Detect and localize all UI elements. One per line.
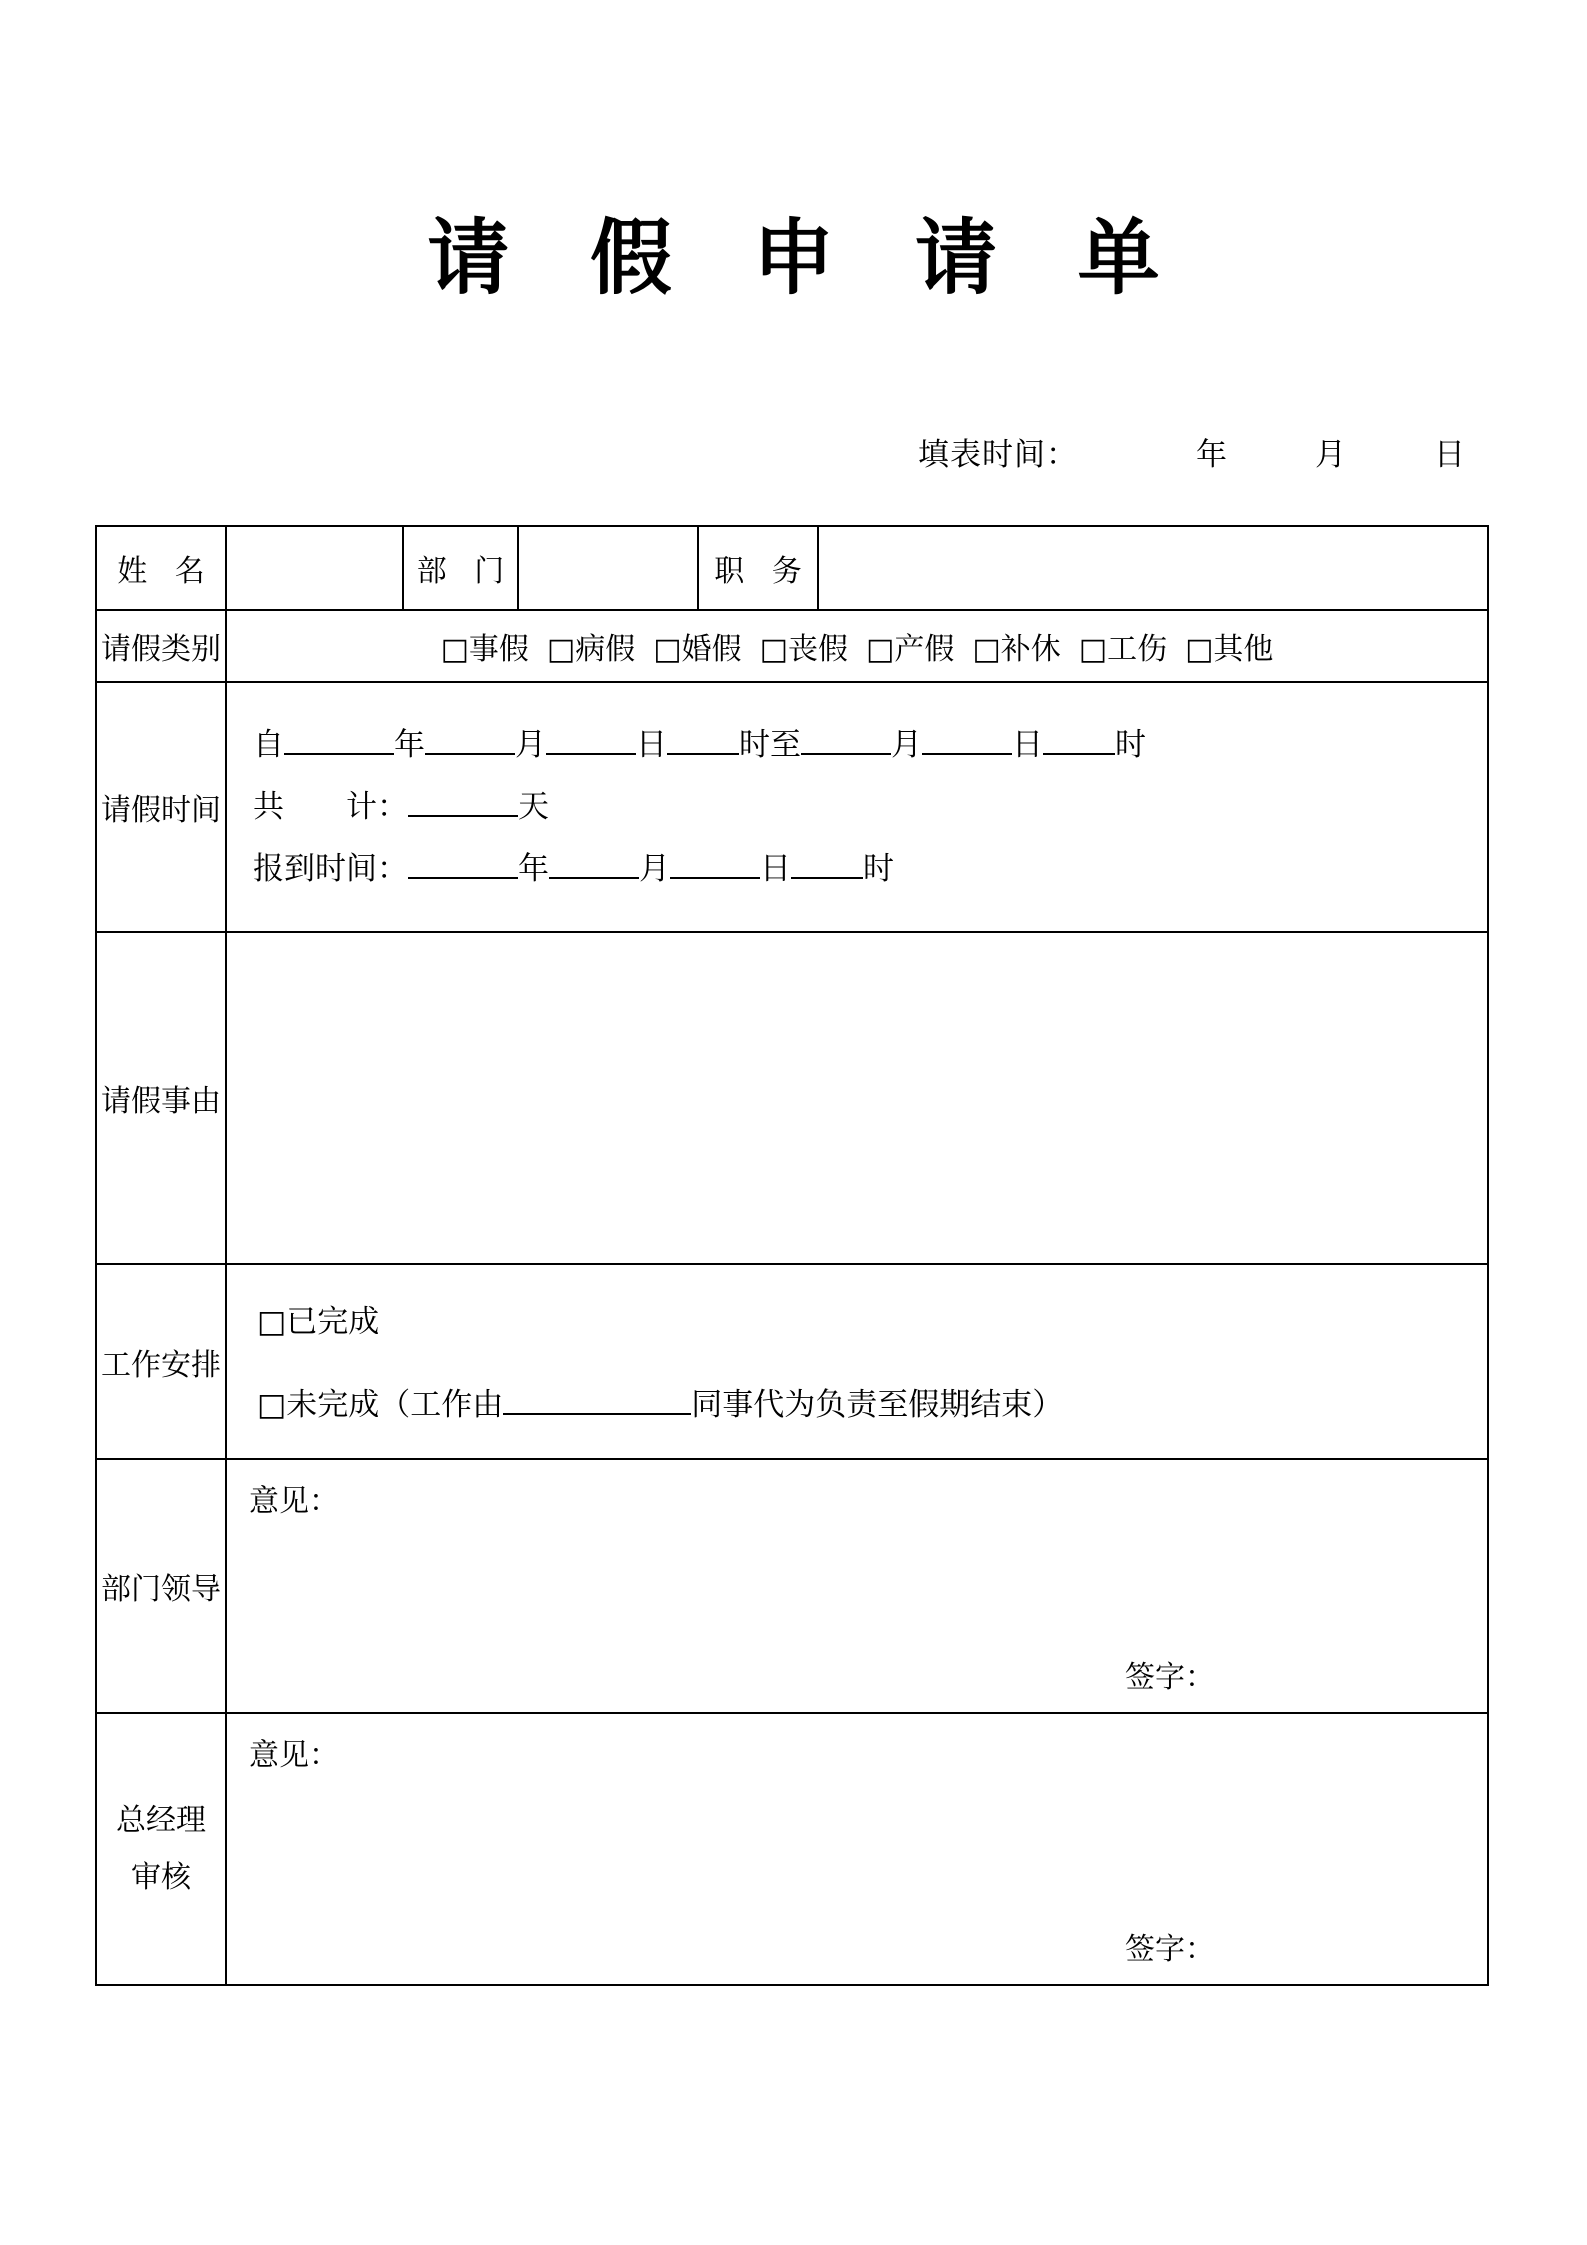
fill-date-year-unit: 年 (1196, 437, 1227, 473)
leave-time-from-hour-unit: 时 (739, 726, 770, 763)
table-row-basic-info (96, 526, 1488, 610)
checkbox-option-maternity-leave[interactable]: □产假 (866, 632, 955, 667)
work-arrangement-label: 工作安排 (96, 1264, 226, 1459)
report-time-year-unit: 年 (518, 850, 549, 887)
fill-date-line (95, 437, 1487, 473)
table-row-leave-category (96, 610, 1488, 682)
leave-time-to-hour-unit: 时 (1115, 726, 1146, 763)
total-days-unit: 天 (518, 788, 549, 825)
leave-time-from-label: 自 (253, 726, 284, 763)
general-manager-content-cell (226, 1713, 1488, 1985)
leave-time-from-day-blank[interactable] (546, 753, 636, 755)
leave-reason-input-area[interactable] (226, 932, 1488, 1264)
general-manager-label-line1: 总经理 (116, 1803, 206, 1838)
department-leader-signature-label[interactable]: 签字： (1125, 1660, 1215, 1695)
checkbox-option-personal-leave[interactable]: □事假 (440, 632, 529, 667)
table-row-general-manager-review (96, 1713, 1488, 1985)
leave-time-from-year-blank[interactable] (284, 753, 394, 755)
leave-time-from-day-unit: 日 (636, 726, 667, 763)
work-not-completed-prefix: □未完成（工作由 (257, 1386, 504, 1423)
checkbox-option-bereavement-leave[interactable]: □丧假 (759, 632, 848, 667)
general-manager-label-cell (96, 1713, 226, 1985)
leave-time-to-day-unit: 日 (1012, 726, 1043, 763)
department-leader-opinion-box (227, 1460, 1487, 1712)
checkbox-option-sick-leave[interactable]: □病假 (546, 632, 636, 667)
leave-category-label: 请假类别 (96, 610, 226, 682)
report-time-label: 报到时间： (253, 850, 408, 887)
leave-time-from-month-unit: 月 (515, 726, 546, 763)
report-time-line (253, 850, 1487, 887)
leave-reason-label: 请假事由 (96, 932, 226, 1264)
table-row-department-leader (96, 1459, 1488, 1713)
leave-time-fields (227, 716, 1487, 899)
leave-time-to-label: 至 (770, 726, 801, 763)
leave-time-from-year-unit: 年 (394, 726, 425, 763)
checkbox-option-work-not-completed[interactable] (257, 1386, 1487, 1423)
table-row-leave-reason (96, 932, 1488, 1264)
report-time-month-unit: 月 (639, 850, 670, 887)
report-time-hour-blank[interactable] (791, 877, 863, 879)
table-row-work-arrangement (96, 1264, 1488, 1459)
department-label: 部 门 (403, 526, 518, 610)
total-days-blank[interactable] (408, 815, 518, 817)
report-time-year-blank[interactable] (408, 877, 518, 879)
leave-category-option-list (227, 624, 1487, 668)
leave-category-options-cell (226, 610, 1488, 682)
leave-time-to-day-blank[interactable] (922, 753, 1012, 755)
total-days-label: 共 (253, 788, 284, 825)
fill-date-label: 填表时间： (918, 437, 1078, 473)
leave-time-content-cell (226, 682, 1488, 932)
report-time-hour-unit: 时 (863, 850, 894, 887)
leave-time-total-line (253, 788, 1487, 825)
checkbox-option-marriage-leave[interactable]: □婚假 (653, 632, 742, 667)
name-label: 姓 名 (96, 526, 226, 610)
leave-time-from-month-blank[interactable] (425, 753, 515, 755)
report-time-month-blank[interactable] (549, 877, 639, 879)
checkbox-option-compensatory-leave[interactable]: □补休 (972, 632, 1061, 667)
work-handover-colleague-blank[interactable] (503, 1413, 691, 1415)
leave-time-range-line (253, 726, 1487, 763)
department-leader-label: 部门领导 (96, 1459, 226, 1713)
fill-date-month-unit: 月 (1315, 437, 1346, 473)
general-manager-opinion-box (227, 1714, 1487, 1984)
work-arrangement-content-cell (226, 1264, 1488, 1459)
total-days-label-colon: 计： (346, 788, 408, 825)
leave-time-to-month-unit: 月 (891, 726, 922, 763)
job-title-label: 职 务 (698, 526, 818, 610)
work-not-completed-suffix: 同事代为负责至假期结束） (691, 1386, 1064, 1423)
checkbox-option-work-injury[interactable]: □工伤 (1078, 632, 1168, 667)
department-leader-opinion-label: 意见： (249, 1484, 339, 1519)
name-value-field[interactable] (226, 526, 403, 610)
report-time-day-unit: 日 (760, 850, 791, 887)
leave-time-to-hour-blank[interactable] (1043, 753, 1115, 755)
checkbox-option-work-completed[interactable]: □已完成 (257, 1303, 380, 1340)
leave-time-to-month-blank[interactable] (801, 753, 891, 755)
page-title: 请 假 申 请 单 (427, 211, 1186, 306)
leave-time-label: 请假时间 (96, 682, 226, 932)
general-manager-signature-label[interactable]: 签字： (1125, 1932, 1215, 1967)
report-time-day-blank[interactable] (670, 877, 760, 879)
job-title-value-field[interactable] (818, 526, 1488, 610)
leave-time-from-hour-blank[interactable] (667, 753, 739, 755)
department-value-field[interactable] (518, 526, 698, 610)
checkbox-option-other[interactable]: □其他 (1185, 632, 1274, 667)
general-manager-label-wrapper (97, 1792, 225, 1906)
work-arrangement-options (227, 1285, 1487, 1439)
table-row-leave-time (96, 682, 1488, 932)
fill-date-day-unit: 日 (1434, 437, 1465, 473)
general-manager-opinion-label: 意见： (249, 1738, 339, 1773)
general-manager-label-line2: 审核 (131, 1860, 191, 1895)
department-leader-content-cell (226, 1459, 1488, 1713)
leave-application-table (95, 525, 1489, 1986)
